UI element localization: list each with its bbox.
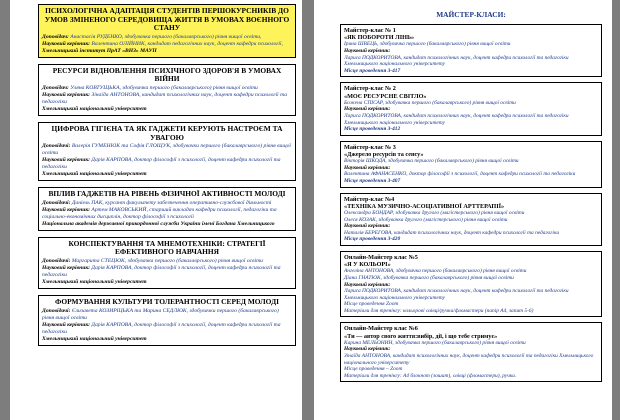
supervisor-line	[42, 322, 292, 336]
report-title: ПСИХОЛОГІЧНА АДАПТАЦІЯ СТУДЕНТІВ ПЕРШОКУРСНИКІВ ДО УМОВ ЗМІНЕНОГО СЕРЕДОВИЩА ЖИТТЯ В УМОВАХ ВОЄННОГО СТАНУ	[44, 6, 290, 33]
masterclass-location: Місце проведення 3-417	[344, 67, 401, 74]
supervisor-label: Науковий керівник:	[42, 91, 91, 98]
masterclass-location: Місце проведення 3-407	[344, 177, 401, 184]
masterclass-title: Майстер-клас № 2	[344, 85, 396, 93]
right-page	[314, 0, 612, 420]
report-block	[38, 295, 296, 346]
masterclass-subtitle: «ТЕХНІКА МУЗИЧНО-АСОЦІАТИВНОЇ АРТТЕРАПІЇ»	[344, 202, 505, 210]
masterclass-block	[340, 24, 602, 77]
report-title: ВПЛИВ ГАДЖЕТІВ НА РІВЕНЬ ФІЗИЧНОЇ АКТИВНОСТІ МОЛОДІ	[48, 189, 286, 199]
masterclass-subtitle: «МОЄ РЕСУРСНЕ СВІТЛО»	[344, 92, 427, 100]
report-block	[38, 122, 296, 181]
report-block	[38, 4, 296, 58]
masterclass-subtitle: «Джерело ресурсів та сенсу»	[344, 150, 424, 158]
left-page	[10, 0, 302, 420]
supervisor-line	[42, 207, 292, 221]
masterclass-line: Лариса ПОДКОРИТОВА, кандидат психологічних наук, доцент кафедри психології та педагогіки Хмельницького національного університету	[344, 54, 569, 68]
supervisor-text: Артем МАКОВСЬКИЙ, старший викладач кафедри психології, педагогіки та соціально-економічних дисциплін, доктор філософії з психології	[42, 206, 277, 220]
institution-text: Хмельницький національний університет	[42, 171, 147, 178]
supervisor-line	[42, 41, 292, 48]
institution-text: Хмельницький інститут ПрАТ «ВНЗ» МАУП	[42, 47, 157, 54]
masterclass-subtitle: «Я У КОЛЬОРІ»	[344, 261, 391, 269]
masterclass-subtitle: «Ти — автор свого життя:вибір, дії, і що тебе стримує»	[344, 332, 498, 340]
masterclass-line: Карина МЕЛЬОНИН, здобувачка першого (бакалаврського) рівня вищої освіти	[344, 339, 526, 346]
supervisor-text: Дарія КАРПОВА, доктор філософії з психології, доцент кафедри психології та педагогіки	[42, 321, 281, 335]
report-block	[38, 237, 296, 289]
report-title: ЦИФРОВА ГІГІЄНА ТА ЯК ГАДЖЕТИ КЕРУЮТЬ НАСТРОЄМ ТА УВАГОЮ	[51, 123, 283, 142]
supervisor-label: Науковий керівник:	[42, 206, 91, 213]
masterclass-line: Місце проведення – Zoom	[344, 366, 403, 373]
supervisor-text: Дарія КАРПОВА, доктор філософії з психології, доцент кафедри психології та педагогіки	[42, 264, 281, 278]
masterclass-line: Олександра БОНДАР, здобувачка другого (магістерського) рівня вищої освіти	[344, 209, 525, 216]
masterclass-line: Лариса ПОДКОРИТОВА, кандидат психологічних наук, доцент кафедри психології та педагогіки Хмельницького національного університету	[344, 112, 569, 126]
supervisor-label: Науковий керівник:	[42, 321, 91, 328]
masterclass-line: Діана ГНАТЮК, здобувачка першого (бакалаврського) рівня вищої освіти	[344, 274, 514, 281]
speaker-line	[42, 34, 292, 41]
masterclass-block	[340, 141, 602, 188]
masterclass-title: Майстер-клас № 3	[344, 143, 396, 151]
supervisor-text: Дарія КАРПОВА, доктор філософії з психології, доцент кафедри психології та педагогіки	[42, 157, 281, 171]
masterclass-line: Наталія БЕРЕГОВА, кандидат психологічних наук, доцент кафедри психології та педагогіки	[344, 229, 560, 236]
masterclass-location: Місце проведення 3-412	[344, 126, 401, 133]
masterclass-line: Науковий керівник:	[344, 281, 391, 288]
masterclass-line: Науковий керівник:	[344, 106, 391, 113]
masterclass-title: Майстер-клас № 1	[344, 27, 396, 34]
supervisor-label: Науковий керівник:	[42, 157, 91, 164]
institution-text: Національна академія державної прикордонної служби України імені Богдана Хмельницького	[42, 220, 275, 227]
speaker-text: Єлизавета КОЗИРІЦЬКА та Марина СЕДЛЮК, здобувачки першого (бакалаврського) рівня вищої освіти	[42, 307, 279, 321]
speaker-text: Даніель ПАК, курсант факультету забезпечення оперативно-службової діяльності	[71, 199, 272, 206]
speaker-line	[42, 143, 292, 157]
report-title: РЕСУРСИ ВІДНОВЛЕННЯ ПСИХІЧНОГО ЗДОРОВ'Я В УМОВАХ ВІЙНИ	[52, 65, 282, 84]
speaker-text: Уляна КОВТУЩЬКА, здобувачка першого (бакалаврського) рівня вищої освіти	[70, 84, 258, 91]
masterclass-title: Онлайн-Майстер клас №5	[344, 253, 418, 261]
speaker-text: Анастасія РУДЕНКО, здобувачка першого (бакалаврського) рівня вищої освіти,	[70, 33, 262, 40]
speaker-line	[42, 258, 292, 265]
masterclass-line: Божена СПІСАР, здобувачка першого (бакалаврського) рівня вищої освіти	[344, 99, 516, 106]
supervisor-label: Науковий керівник:	[42, 264, 91, 271]
section-list	[38, 4, 296, 346]
masterclass-line: Вікторія ШКОДА, здобувачка першого (бакалаврського) рівня вищої освіти	[344, 158, 519, 165]
institution-text: Хмельницький національний університет	[42, 105, 147, 112]
speaker-text: Валерія ГУМЕНЮК та Софія ГЛОЩУК, здобувачки першого (бакалаврського) рівня вищої освіти	[42, 143, 291, 157]
supervisor-line	[42, 92, 292, 106]
speaker-line	[42, 85, 292, 92]
masterclass-line: Матеріали для тренінгу: кольорові олівці/ручки/фломастери (папір А4, запит 5-6)	[344, 307, 534, 314]
institution-text: Хмельницький національний університет	[42, 335, 147, 342]
masterclass-line: Зінаїда АНТОНОВА, кандидат психологічних наук, доцент кафедри психології та педагогіки Хмельницького національного університету	[344, 353, 594, 366]
masterclass-line: Валентина АФАНАСЕНКО, доктор філософії з психології, доцент кафедри психології та педагогіки	[344, 171, 576, 178]
speaker-line	[42, 308, 292, 322]
masterclass-line: Олеся КОЗАК, здобувачка другого (магістерського) рівня вищої освіти	[344, 216, 508, 223]
speaker-label: Доповідачі:	[42, 199, 71, 206]
supervisor-line	[42, 157, 292, 171]
masterclass-line: Науковий керівник:	[344, 223, 391, 230]
supervisor-line	[42, 265, 292, 279]
masterclass-title: Майстер-клас №4	[344, 195, 395, 203]
speaker-label: Доповідачі:	[42, 143, 71, 150]
masterclass-list	[340, 24, 602, 382]
masterclass-block	[340, 82, 602, 135]
masterclass-title: Онлайн-Майстер клас №6	[344, 325, 418, 333]
speaker-label: Доповідачі:	[42, 307, 71, 314]
masterclass-line: Ангеліна АНТОНОВА, здобувачка першого (бакалаврського) рівня вищої освіти	[344, 268, 527, 275]
supervisor-label: Науковий керівник:	[42, 40, 91, 47]
report-title: ФОРМУВАННЯ КУЛЬТУРИ ТОЛЕРАНТНОСТІ СЕРЕД МОЛОДІ	[54, 296, 280, 306]
masterclass-line: Науковий керівник:	[344, 346, 391, 353]
masterclass-block	[340, 251, 602, 318]
supervisor-text: Зінаїда АНТОНОВА, кандидат психологічних наук, доцент кафедри психології та педагогіки	[42, 91, 288, 105]
masterclass-line: Ірина ШВЕЦЬ, здобувачка першого (бакалаврського) рівня вищої освіти	[344, 41, 511, 48]
masterclass-line: Науковий керівник:	[344, 164, 391, 171]
masterclass-block	[340, 193, 602, 246]
report-block	[38, 64, 296, 116]
masterclass-subtitle: «ЯК ПОБОРОТИ ЛІНЬ»	[344, 34, 415, 42]
supervisor-text: Валентина ОЛІЙНИК, кандидат педагогічних наук, доцент кафедри психології,	[91, 40, 283, 47]
speaker-label: Доповідачі:	[42, 257, 71, 264]
masterclass-line: Матеріали для тренінгу: А4 блокнот (зошит), олівці (фломастери), ручка.	[344, 372, 517, 379]
report-title: КОНСПЕКТУВАННЯ ТА МНЕМОТЕХНІКИ: СТРАТЕГІЇ ЕФЕКТИВНОГО НАВЧАННЯ	[68, 238, 266, 257]
speaker-line	[42, 200, 292, 207]
speaker-text: Маргарита СТЕЦЮК, здобувачка першого (бакалаврського) рівня вищої освіти	[71, 257, 263, 264]
masterclass-line: Лариса ПОДКОРИТОВА, кандидат психологічних наук, доцент кафедри психології та педагогіки Хмельницького національного університету	[344, 288, 569, 301]
masterclass-block	[340, 322, 602, 382]
speaker-label: Доповідач:	[42, 33, 69, 40]
masterclass-location: Місце проведення 3-420	[344, 236, 401, 243]
masterclass-line: Науковий керівник:	[344, 48, 391, 54]
speaker-label: Доповідач:	[42, 84, 69, 91]
masterclasses-header: МАЙСТЕР-КЛАСИ:	[436, 10, 506, 19]
report-block	[38, 187, 296, 231]
masterclass-line: Місце проведення Zoom	[344, 301, 399, 308]
institution-text: Хмельницький національний університет	[42, 278, 147, 285]
